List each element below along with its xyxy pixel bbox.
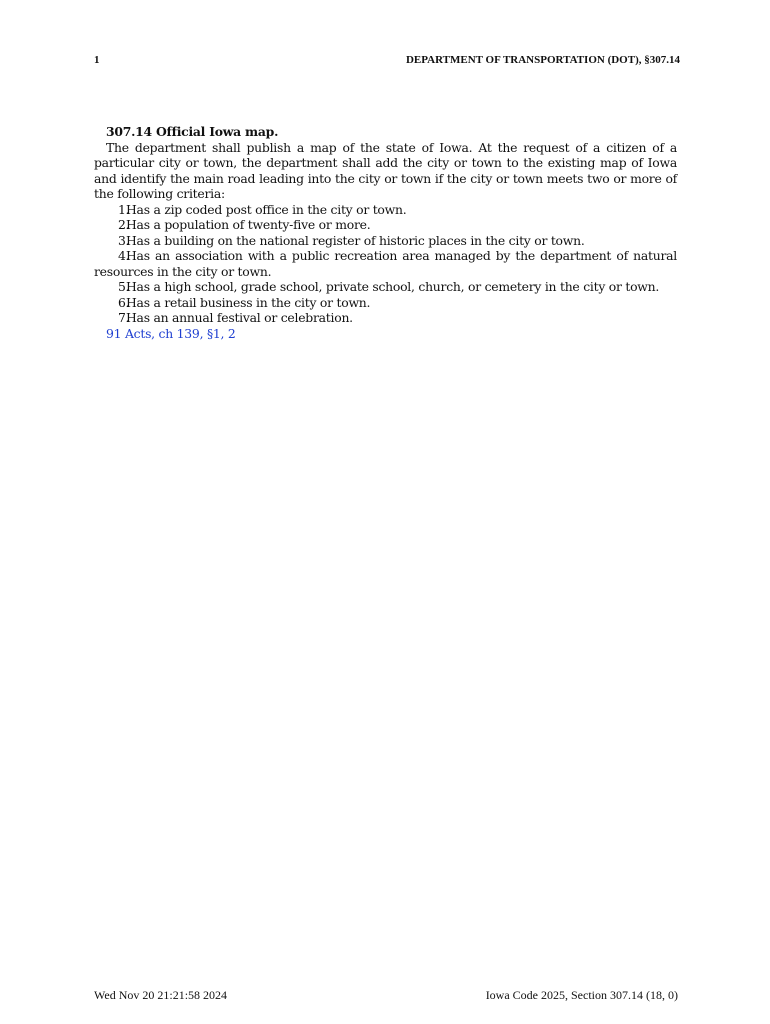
criteria-item [94,233,677,249]
criteria-number: 3. [118,232,130,248]
criteria-text: Has a retail business in the city or town. [126,294,371,310]
criteria-item [94,217,677,233]
criteria-text: Has an annual festival or celebration. [126,310,353,325]
section-content [94,124,677,341]
criteria-number: 1. [118,201,130,217]
section-intro: The department shall publish a map of the state of Iowa. At the request of a citizen of a particular city or town, the department shall add the city or town to the existing map of Iowa and identify the main road leading into the city or town if the city or town meets two or more of the following criteria: [94,139,677,201]
section-heading: 307.14 Official Iowa map. [106,124,279,139]
criteria-text: Has a zip coded post office in the city or town. [126,201,407,217]
criteria-text: Has an association with a public recreation area managed by the department of natural resources in the city or town. [94,248,677,279]
criteria-item [94,310,677,326]
footer-source: Iowa Code 2025, Section 307.14 (18, 0) [485,988,678,1002]
criteria-item [94,248,677,279]
footer-timestamp: Wed Nov 20 21:21:58 2024 [94,988,228,1002]
citation-link[interactable]: 91 Acts, ch 139, §1, 2 [106,325,236,341]
criteria-number: 4. [118,248,130,263]
criteria-text: Has a high school, grade school, private school, church, or cemetery in the city or town. [126,279,660,294]
criteria-item [94,202,677,218]
criteria-text: Has a population of twenty-five or more. [126,217,371,232]
criteria-number: 6. [118,294,130,310]
page-footer [94,988,678,1004]
page-number: 1 [94,54,100,66]
criteria-number: 5. [118,279,130,294]
criteria-text: Has a building on the national register of historic places in the city or town. [126,232,585,248]
criteria-number: 2. [118,217,130,232]
running-title: DEPARTMENT OF TRANSPORTATION (DOT), §307.14 [405,54,680,66]
page-header [94,54,680,70]
criteria-number: 7. [118,310,130,325]
criteria-item [94,295,677,311]
criteria-item [94,279,677,295]
